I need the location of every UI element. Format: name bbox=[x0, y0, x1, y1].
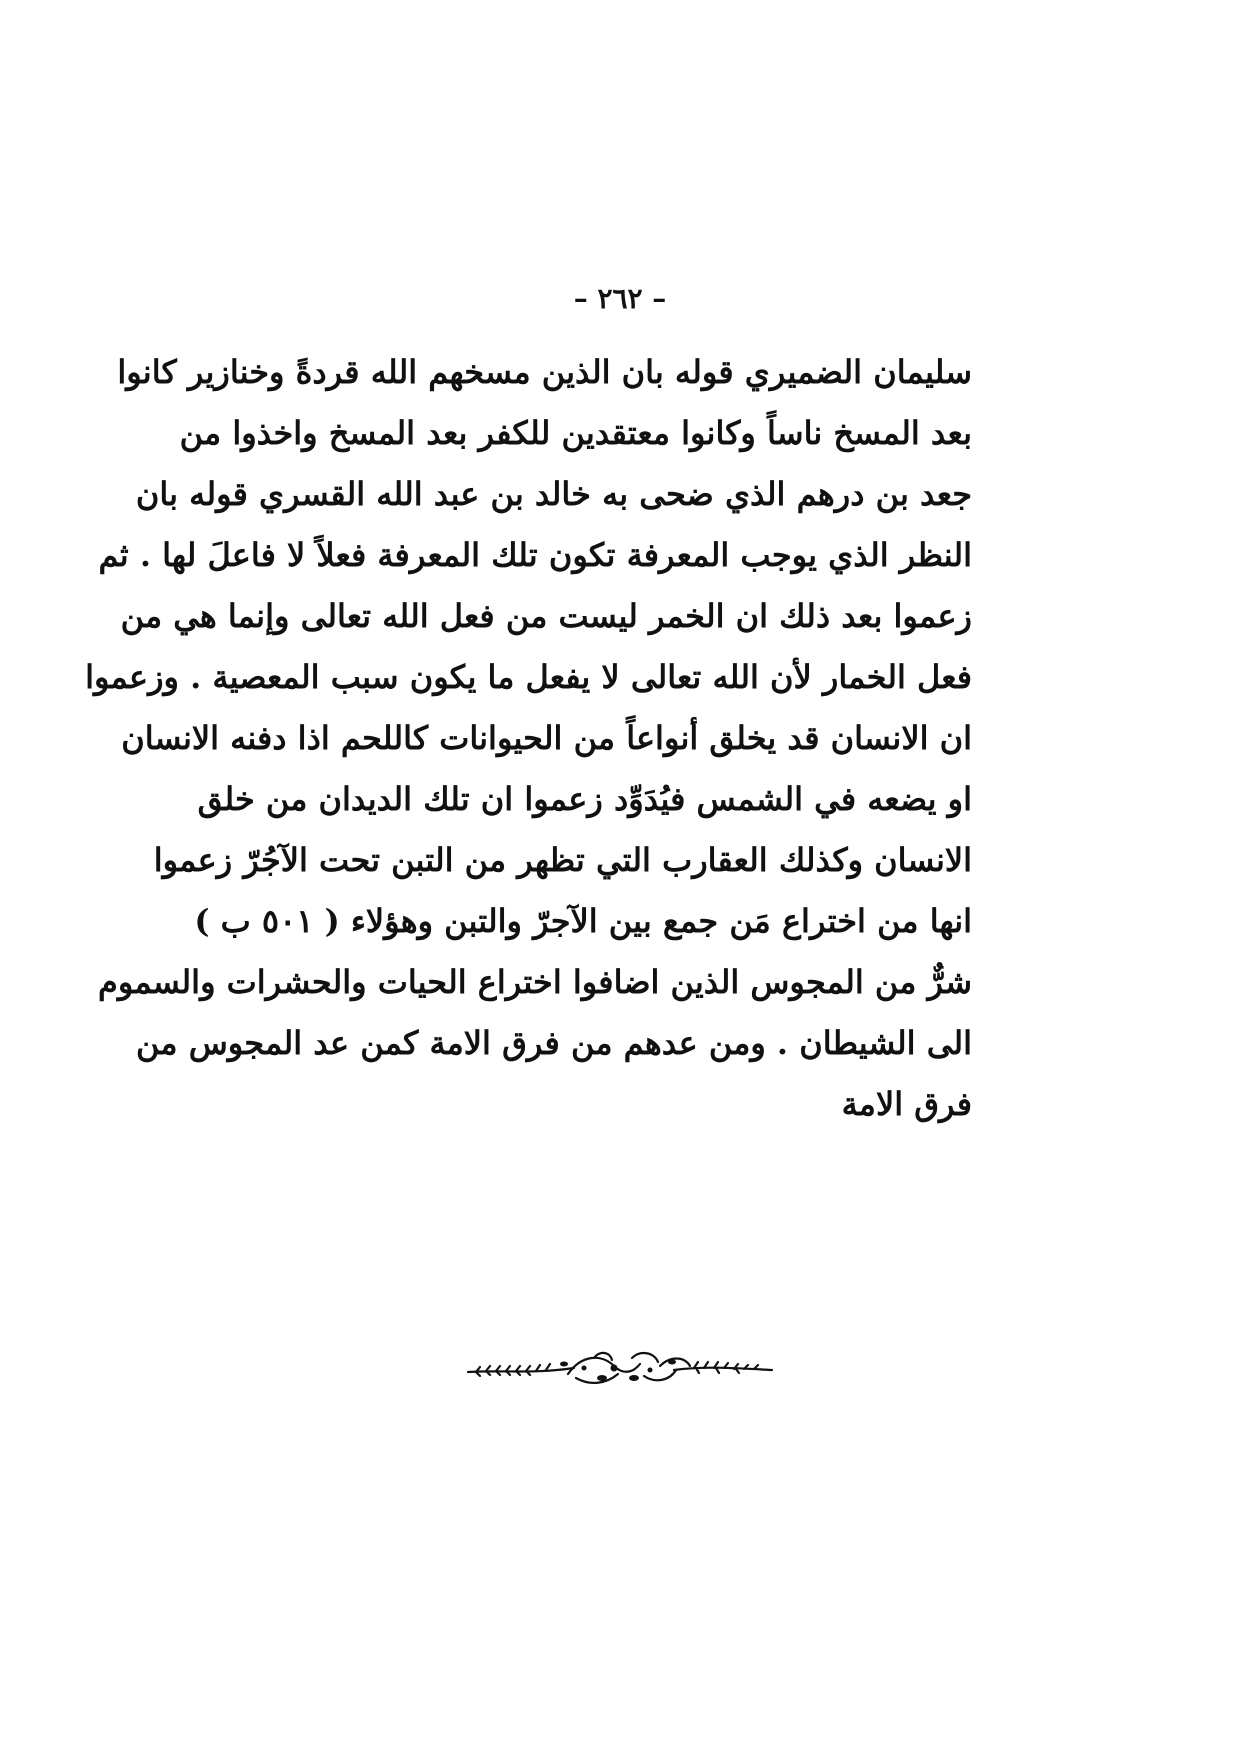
page-number: – ٢٦٢ – bbox=[573, 282, 667, 315]
text-line: الانسان وكذلك العقارب التي تظهر من التبن تحت الآجُرّ زعموا bbox=[153, 841, 972, 879]
text-line: ان الانسان قد يخلق أنواعاً من الحيوانات كاللحم اذا دفنه الانسان bbox=[121, 719, 972, 757]
text-line: الى الشيطان . ومن عدهم من فرق الامة كمن عد المجوس من bbox=[136, 1024, 972, 1062]
text-line: فرق الامة bbox=[841, 1085, 972, 1123]
text-line: زعموا بعد ذلك ان الخمر ليست من فعل الله تعالى وإنما هي من bbox=[120, 597, 972, 635]
floral-ornament-icon bbox=[464, 1348, 776, 1388]
text-line: فعل الخمار لأن الله تعالى لا يفعل ما يكون سبب المعصية . وزعموا bbox=[85, 658, 972, 696]
text-line: شرٌّ من المجوس الذين اضافوا اختراع الحيات والحشرات والسموم bbox=[98, 963, 972, 1001]
text-line: انها من اختراع مَن جمع بين الآجرّ والتبن وهؤلاء ( ٥٠١ ب ) bbox=[194, 902, 972, 940]
body-text bbox=[85, 342, 972, 1135]
text-line: بعد المسخ ناساً وكانوا معتقدين للكفر بعد المسخ واخذوا من bbox=[179, 414, 972, 452]
text-line: سليمان الضميري قوله بان الذين مسخهم الله قردةً وخنازير كانوا bbox=[117, 353, 972, 391]
text-line: جعد بن درهم الذي ضحى به خالد بن عبد الله القسري قوله بان bbox=[135, 475, 972, 513]
text-line: او يضعه في الشمس فيُدَوِّد زعموا ان تلك الديدان من خلق bbox=[197, 780, 972, 818]
text-line: النظر الذي يوجب المعرفة تكون تلك المعرفة فعلاً لا فاعلَ لها . ثم bbox=[98, 536, 972, 574]
